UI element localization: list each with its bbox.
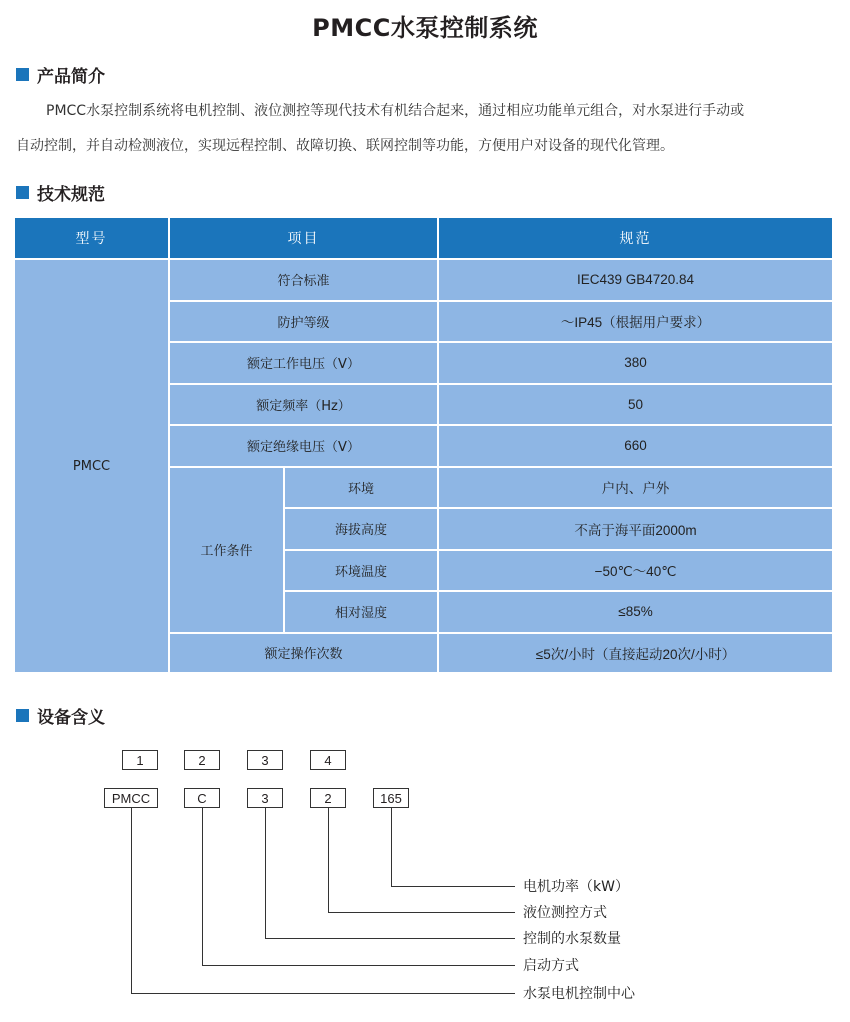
- connector-line: [202, 808, 203, 965]
- row-item: 额定绝缘电压（V）: [170, 426, 437, 466]
- intro-paragraph: [16, 94, 846, 164]
- connector-line: [265, 938, 515, 939]
- work-row-spec: 户内、户外: [439, 468, 832, 508]
- section-title-spec: 技术规范: [37, 185, 105, 205]
- connector-line: [131, 808, 132, 993]
- intro-line-2: 自动控制，并自动检测液位，实现远程控制、故障切换、联网控制等功能，方便用户对设备的现代化管理。: [16, 138, 674, 154]
- row-spec: IEC439 GB4720.84: [439, 260, 832, 300]
- connector-line: [391, 886, 515, 887]
- connector-line: [328, 912, 515, 913]
- row-spec: 380: [439, 343, 832, 383]
- section-marker-icon: [16, 68, 29, 81]
- connector-line: [131, 993, 515, 994]
- row-spec: ～IP45（根据用户要求）: [439, 302, 832, 342]
- meaning-label: 电机功率（kW）: [523, 879, 629, 895]
- connector-line: [328, 808, 329, 912]
- work-row-spec: −50℃～40℃: [439, 551, 832, 591]
- section-title-intro: 产品简介: [37, 67, 105, 87]
- row-spec: 660: [439, 426, 832, 466]
- page-title: PMCC水泵控制系统: [312, 14, 538, 42]
- code-box: C: [184, 788, 220, 808]
- index-box: 4: [310, 750, 346, 770]
- model-cell: PMCC: [15, 260, 168, 672]
- row-item: 额定工作电压（V）: [170, 343, 437, 383]
- section-header-meaning: [16, 703, 105, 728]
- work-row-item: 环境温度: [285, 551, 437, 591]
- work-row-item: 环境: [285, 468, 437, 508]
- index-box: 2: [184, 750, 220, 770]
- work-row-item: 相对湿度: [285, 592, 437, 632]
- row-item: 防护等级: [170, 302, 437, 342]
- code-box: PMCC: [104, 788, 158, 808]
- work-row-spec: ≤85%: [439, 592, 832, 632]
- header-model: 型号: [15, 218, 168, 258]
- index-box: 1: [122, 750, 158, 770]
- row-spec: 50: [439, 385, 832, 425]
- row-item: 额定操作次数: [170, 634, 437, 673]
- work-conditions-cell: 工作条件: [170, 468, 283, 632]
- code-box: 2: [310, 788, 346, 808]
- work-row-item: 海拔高度: [285, 509, 437, 549]
- row-spec: ≤5次/小时（直接起动20次/小时）: [439, 634, 832, 673]
- row-item: 符合标准: [170, 260, 437, 300]
- header-spec: 规范: [439, 218, 832, 258]
- meaning-label: 水泵电机控制中心: [523, 986, 635, 1002]
- section-marker-icon: [16, 709, 29, 722]
- code-box: 165: [373, 788, 409, 808]
- index-box: 3: [247, 750, 283, 770]
- section-header-spec: [16, 180, 105, 205]
- meaning-label: 启动方式: [523, 958, 579, 974]
- intro-line-1: PMCC水泵控制系统将电机控制、液位测控等现代技术有机结合起来，通过相应功能单元组合，对水泵进行手动或: [46, 103, 745, 119]
- connector-line: [391, 808, 392, 886]
- work-row-spec: 不高于海平面2000m: [439, 509, 832, 549]
- header-item: 项目: [170, 218, 437, 258]
- section-marker-icon: [16, 186, 29, 199]
- meaning-label: 液位测控方式: [523, 905, 607, 921]
- connector-line: [202, 965, 515, 966]
- row-item: 额定频率（Hz）: [170, 385, 437, 425]
- connector-line: [265, 808, 266, 938]
- code-box: 3: [247, 788, 283, 808]
- meaning-label: 控制的水泵数量: [523, 931, 621, 947]
- section-title-meaning: 设备含义: [37, 708, 105, 728]
- spec-table: [15, 218, 832, 672]
- section-header-intro: [16, 62, 105, 87]
